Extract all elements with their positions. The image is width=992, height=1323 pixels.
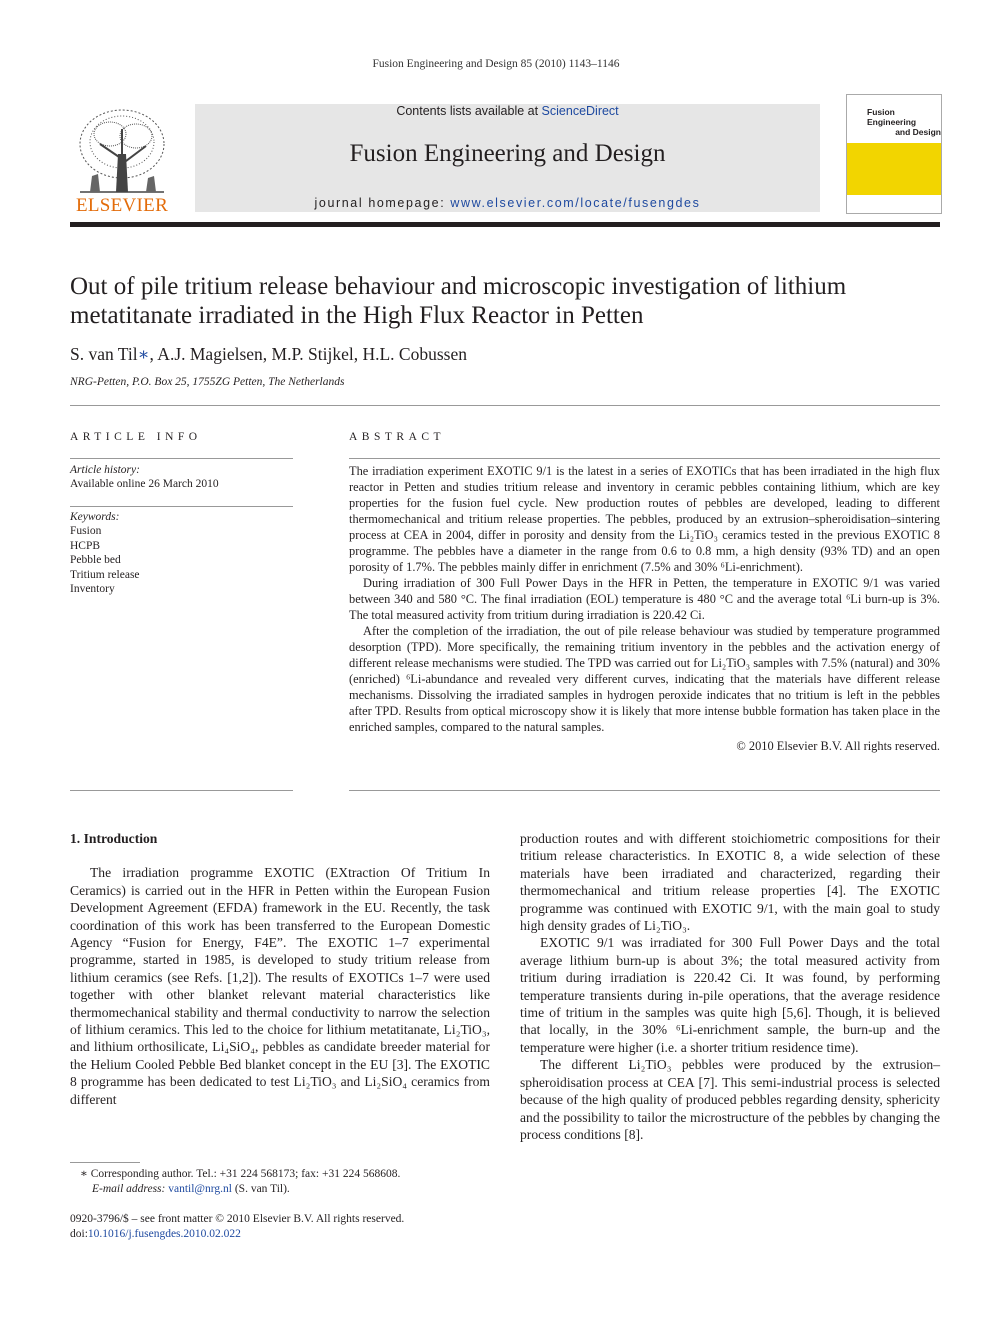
doi-prefix: doi:: [70, 1228, 88, 1240]
body-paragraph: The different Li₂TiO₃ pebbles were produced by the extrusion–spheroidisation process at CEA [7]. This semi-industrial process is selected because of the high quality of produced pebbles regarding density, sphericity and the possibility to tailor the microstructure of the pebbles by changing the process conditions [8].: [520, 1057, 940, 1142]
footnote-rule: [70, 1162, 140, 1163]
contents-line: [195, 104, 820, 118]
homepage-prefix: journal homepage:: [314, 196, 451, 210]
email-line: [70, 1182, 490, 1197]
email-suffix: (S. van Til).: [231, 1182, 290, 1195]
front-matter-info: [70, 1212, 490, 1242]
body-right-column: [520, 830, 940, 1143]
keywords-label: Keywords:: [70, 511, 120, 523]
divider: [349, 458, 940, 459]
journal-homepage: [195, 196, 820, 210]
divider: [70, 405, 940, 406]
body-left-column: [70, 830, 490, 1108]
abstract-body: [349, 463, 940, 754]
keywords-block: [70, 510, 293, 596]
article-history: [70, 463, 293, 492]
article-title: Out of pile tritium release behaviour and microscopic investigation of lithium metatitanate irradiated in the High Flux Reactor in Petten: [70, 273, 847, 329]
cover-title: [867, 107, 941, 137]
corresponding-author-note: ∗ Corresponding author. Tel.: +31 224 568173; fax: +31 224 568608.: [80, 1168, 401, 1180]
journal-name: Fusion Engineering and Design: [349, 140, 666, 167]
cover-title-line1: Fusion Engineering: [867, 107, 917, 127]
header-rule: [70, 222, 940, 227]
email-label: E-mail address:: [92, 1182, 169, 1195]
homepage-link[interactable]: www.elsevier.com/locate/fusengdes: [450, 196, 701, 210]
authors-rest: , A.J. Magielsen, M.P. Stijkel, H.L. Cobussen: [149, 344, 467, 364]
journal-citation: Fusion Engineering and Design 85 (2010) 1143–1146: [372, 58, 620, 70]
author-list: [70, 344, 467, 365]
author-1: S. van Til: [70, 344, 138, 364]
footnote: [70, 1167, 490, 1197]
keyword: HCPB: [70, 539, 101, 552]
keyword: Fusion: [70, 525, 102, 538]
abstract-heading: ABSTRACT: [349, 431, 446, 443]
corresponding-author-mark[interactable]: ∗: [137, 344, 150, 364]
email-link[interactable]: vantil@nrg.nl: [168, 1182, 232, 1195]
history-label: Article history:: [70, 464, 140, 476]
body-paragraph: The irradiation programme EXOTIC (EXtraction Of Tritium In Ceramics) is carried out in the HFR in Petten within the European Fusion Development Agreement (EFDA) framework in the EU. Recently, the task coordination of this work has been transferred to the European Domestic Agency “Fusion for Energy, F4E”. The EXOTIC 1–7 experimental programme, started in 1985, is developed to study tritium release from lithium ceramics (see Refs. [1,2]). The results of EXOTICs 1–7 were used together with other blanket relevant material characteristics like thermomechanical stability and thermal conductivity to narrow the selection of lithium ceramics. This led to the choice for lithium metatitanate, Li₂TiO₃, and lithium orthosilicate, Li₄SiO₄, pebbles as candidate breeder material for the Helium Cooled Pebble Bed blanket concept in the EU [3]. The EXOTIC 8 programme has been dedicated to test Li₂TiO₃ and Li₂SiO₄ ceramics from different: [70, 865, 490, 1107]
divider: [70, 506, 293, 507]
abstract-paragraph: The irradiation experiment EXOTIC 9/1 is the latest in a series of EXOTICs that has been irradiated in the high flux reactor in Petten and studies tritium release and inventory in ceramic pebbles containing lithium, which are key properties for the fusion fuel cycle. New production routes of pebbles are developed, leading to different thermomechanical and tritium release properties. The pebbles, produced by an extrusion–spheroidisation–sintering process at CEA in 2004, differ in porosity and density from the Li₂TiO₃ ceramics tested in the previous EXOTIC 8 programme. The pebbles have a diameter in the range from 0.6 to 0.8 mm, a high density (93% TD) and an open porosity of 1.7%. The pebbles mainly differ in enrichment (7.5% and 30% ⁶Li-enrichment).: [349, 464, 940, 574]
divider: [70, 790, 293, 791]
abstract-paragraph: During irradiation of 300 Full Power Days in the HFR in Petten, the temperature in EXOTIC 9/1 was varied between 340 and 580 °C. The final irradiation (EOL) temperature is 480 °C and the average total ⁶Li burn-up is 3%. The total measured activity from tritium during irradiation is 220.42 Ci.: [349, 576, 940, 622]
keyword: Tritium release: [70, 568, 140, 581]
doi-link[interactable]: 10.1016/j.fusengdes.2010.02.022: [87, 1228, 241, 1240]
divider: [349, 790, 940, 791]
doi-line: [70, 1227, 490, 1242]
keyword: Pebble bed: [70, 554, 121, 567]
cover-title-line2: and Design: [895, 127, 941, 137]
body-paragraph: EXOTIC 9/1 was irradiated for 300 Full Power Days and the total average lithium burn-up is about 3%; the total measured activity from tritium during irradiation is 220.42 Ci. It was found, by performing temperature transients during in-pile operations, that the average residence time of tritium in the samples was quite high [5,6]. Though, it is believed that locally, in the 30% ⁶Li-enrichment sample, the burn-up and the temperature were higher (i.e. a shorter tritium residence time).: [520, 935, 940, 1055]
issn-line: 0920-3796/$ – see front matter © 2010 Elsevier B.V. All rights reserved.: [70, 1213, 405, 1225]
body-paragraph: production routes and with different stoichiometric compositions for their tritium release characteristics. In EXOTIC 8, a wide selection of these materials have been irradiated and characterized, regarding their thermomechanical and tritium release properties [4]. The EXOTIC programme was continued with EXOTIC 9/1, with the main goal to study high density grades of Li₂TiO₃.: [520, 831, 940, 934]
divider: [70, 458, 293, 459]
affiliation: NRG-Petten, P.O. Box 25, 1755ZG Petten, The Netherlands: [70, 376, 345, 388]
cover-color-block: [847, 143, 941, 195]
abstract-paragraph: After the completion of the irradiation, the out of pile release behaviour was studied by temperature programmed desorption (TPD). More specifically, the remaining tritium inventory in the pebbles and the activation energy of different release mechanisms were studied. The TPD was carried out for Li₂TiO₃ samples with 7.5% (natural) and 30% (enriched) ⁶Li-abundance and revealed very different curves, indicating that the materials have different release mechanisms. Dissolving the irradiated samples in hydrogen peroxide indicates that no tritium is left in the pebbles after TPD. Results from optical microscopy show it is likely that more intense bubble formation has taken place in the enriched samples, compared to the natural samples.: [349, 624, 940, 734]
journal-cover-thumbnail: [846, 94, 942, 214]
contents-prefix: Contents lists available at: [396, 104, 542, 118]
keyword: Inventory: [70, 583, 115, 596]
history-value: Available online 26 March 2010: [70, 478, 219, 491]
section-heading: 1. Introduction: [70, 831, 158, 846]
copyright-notice: © 2010 Elsevier B.V. All rights reserved.: [736, 739, 940, 753]
sciencedirect-link[interactable]: ScienceDirect: [541, 104, 619, 118]
publisher-wordmark: ELSEVIER: [75, 195, 169, 216]
article-info-heading: ARTICLE INFO: [70, 431, 202, 443]
